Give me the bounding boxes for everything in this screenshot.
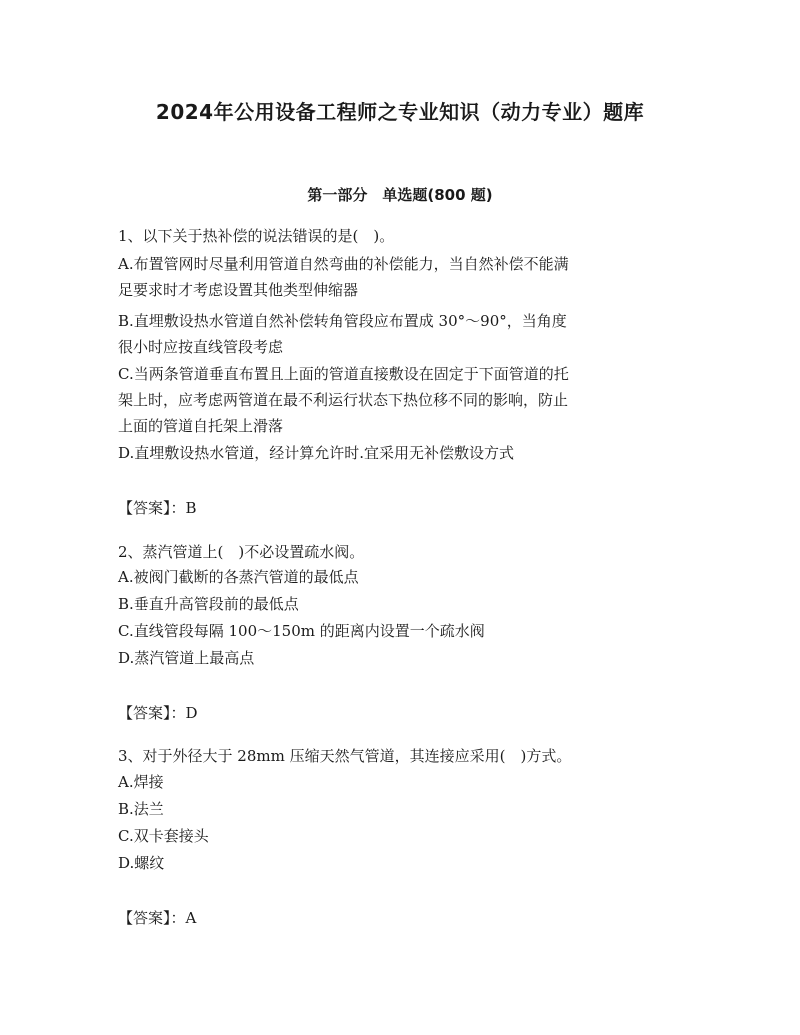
question-2-option-d: D.蒸汽管道上最高点 [118, 649, 255, 667]
question-1-option-b-line-1: B.直埋敷设热水管道自然补偿转角管段应布置成 30°～90°，当角度 [118, 312, 567, 330]
question-3-option-b: B.法兰 [118, 800, 164, 818]
question-3-option-c: C.双卡套接头 [118, 827, 209, 845]
question-3-stem: 3、对于外径大于 28mm 压缩天然气管道，其连接应采用( )方式。 [118, 747, 572, 765]
question-1-option-a-line-2: 足要求时才考虑设置其他类型伸缩器 [118, 281, 359, 299]
question-2-answer: 【答案】：D [118, 704, 198, 722]
question-1-option-c-line-3: 上面的管道自托架上滑落 [118, 417, 284, 435]
question-3-option-d: D.螺纹 [118, 854, 165, 872]
document-title: 2024年公用设备工程师之专业知识（动力专业）题库 [155, 100, 645, 124]
question-2-option-c: C.直线管段每隔 100～150m 的距离内设置一个疏水阀 [118, 622, 485, 640]
question-3-option-a: A.焊接 [118, 773, 164, 791]
question-3-answer: 【答案】：A [118, 909, 197, 927]
question-2-option-a: A.被阀门截断的各蒸汽管道的最低点 [118, 568, 359, 586]
question-1-answer: 【答案】：B [118, 499, 197, 517]
question-1-option-a-line-1: A.布置管网时尽量利用管道自然弯曲的补偿能力，当自然补偿不能满 [118, 255, 569, 273]
section-title: 第一部分 单选题(800 题) [307, 186, 493, 204]
question-1-option-d: D.直埋敷设热水管道，经计算允许时.宜采用无补偿敷设方式 [118, 444, 515, 462]
question-2-option-b: B.垂直升高管段前的最低点 [118, 595, 299, 613]
question-1-option-c-line-1: C.当两条管道垂直布置且上面的管道直接敷设在固定于下面管道的托 [118, 365, 569, 383]
question-1-option-c-line-2: 架上时，应考虑两管道在最不利运行状态下热位移不同的影响，防止 [118, 391, 569, 409]
question-1-stem: 1、以下关于热补偿的说法错误的是( )。 [118, 227, 395, 245]
question-1-option-b-line-2: 很小时应按直线管段考虑 [118, 338, 284, 356]
question-2-stem: 2、蒸汽管道上( )不必设置疏水阀。 [118, 543, 365, 561]
